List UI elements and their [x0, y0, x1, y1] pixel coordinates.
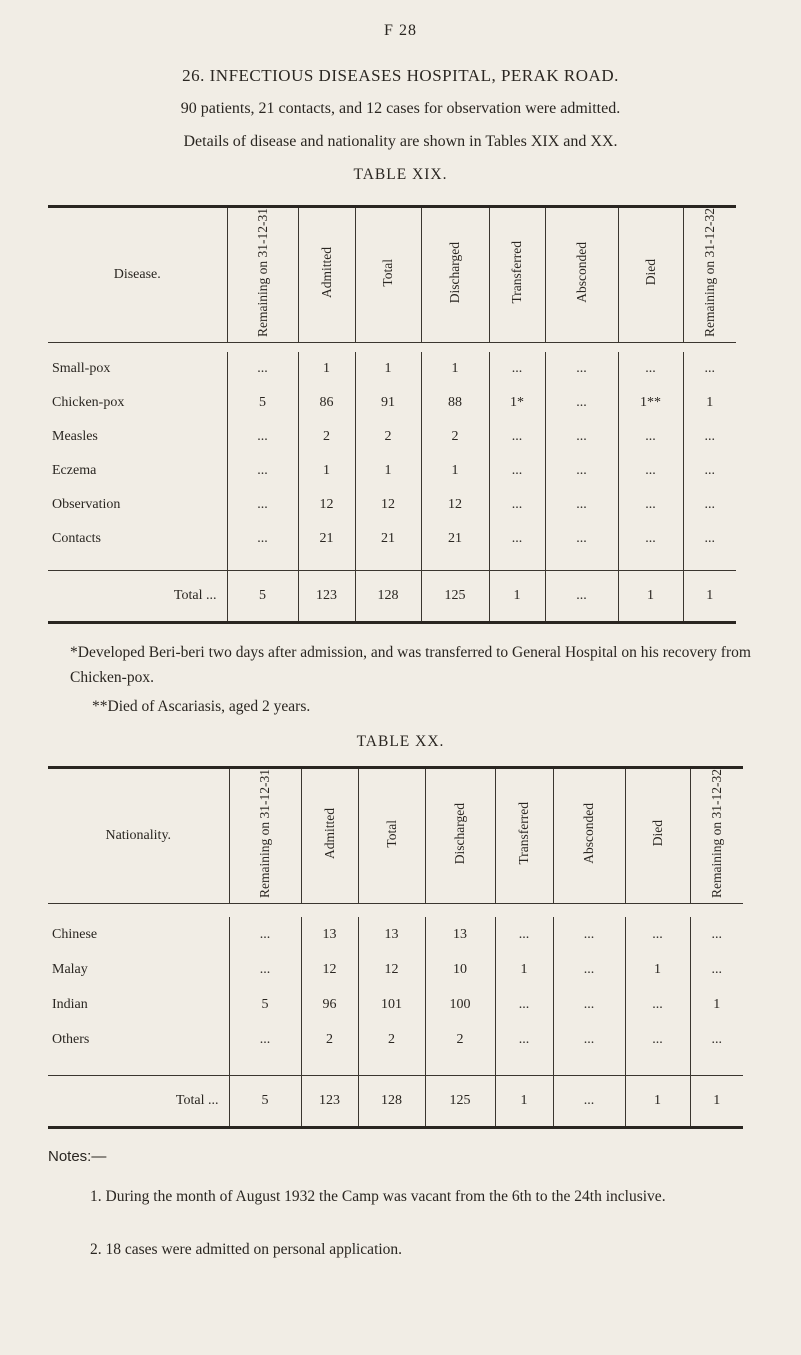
table19-caption: TABLE XIX. [353, 166, 448, 183]
table-cell: 86 [298, 386, 355, 420]
table-cell: ... [711, 961, 722, 977]
details-text: Details of disease and nationality are shown in Tables XIX and XX. [183, 133, 618, 150]
table-cell: ... [625, 1022, 690, 1057]
table-total-row [48, 1075, 743, 1127]
table-cell: 123 [301, 1075, 358, 1127]
table-cell: 1 [355, 454, 421, 488]
table-cell: ... [227, 420, 298, 454]
table-xix [48, 205, 736, 624]
table-cell: 12 [298, 488, 355, 522]
table-cell: 1 [421, 454, 489, 488]
table-cell: ... [618, 488, 683, 522]
table-cell: 1** [618, 386, 683, 420]
table-cell: 21 [421, 522, 489, 556]
table-cell: ... [545, 420, 618, 454]
table-row [48, 386, 736, 420]
table-cell: 96 [301, 987, 358, 1022]
table-cell: 5 [227, 386, 298, 420]
table-cell: ... [545, 386, 618, 420]
table-xx [48, 766, 743, 1129]
table19-header-transferred: Transferred [489, 207, 545, 343]
table-cell: ... [229, 952, 301, 987]
table-cell: Total ... [48, 1075, 229, 1127]
table-cell: 91 [355, 386, 421, 420]
table-cell: 1 [355, 352, 421, 386]
table-cell: Total ... [48, 570, 227, 622]
table-cell: ... [618, 352, 683, 386]
table-cell: 1 [421, 352, 489, 386]
table-cell: 12 [301, 952, 358, 987]
table-cell: ... [704, 497, 715, 513]
table-cell: 2 [301, 1022, 358, 1057]
table-cell: ... [618, 522, 683, 556]
table-cell: 1 [713, 996, 721, 1012]
table-cell: ... [495, 987, 553, 1022]
table-row [48, 420, 736, 454]
table20-header-admitted: Admitted [301, 768, 358, 904]
table-cell: ... [489, 420, 545, 454]
page-number: F 28 [384, 22, 417, 39]
table-cell: 2 [355, 420, 421, 454]
table20-header-total: Total [358, 768, 425, 904]
table-cell: 12 [421, 488, 489, 522]
table-cell: 12 [355, 488, 421, 522]
table-cell: 1 [298, 454, 355, 488]
table-cell: ... [495, 917, 553, 952]
table-cell: ... [489, 522, 545, 556]
table-row [48, 454, 736, 488]
table-cell: Small-pox [48, 352, 227, 386]
table-cell: ... [704, 361, 715, 377]
table-total-row [48, 570, 736, 622]
table-cell: ... [553, 1075, 625, 1127]
table-cell: ... [625, 917, 690, 952]
table-cell: ... [229, 917, 301, 952]
table-cell: ... [711, 1031, 722, 1047]
table-cell: ... [229, 1022, 301, 1057]
table-cell: 5 [227, 570, 298, 622]
table-row [48, 952, 743, 987]
table-cell: 13 [301, 917, 358, 952]
table-cell: 21 [355, 522, 421, 556]
table-cell: 2 [358, 1022, 425, 1057]
table-cell: 101 [358, 987, 425, 1022]
table-cell: 1 [713, 1092, 721, 1108]
table-cell: 123 [298, 570, 355, 622]
table-cell: ... [704, 429, 715, 445]
table20-header-died: Died [625, 768, 690, 904]
table19-header-total: Total [355, 207, 421, 343]
table-cell: 100 [425, 987, 495, 1022]
table19-header-absconded: Absconded [545, 207, 618, 343]
table-cell: Measles [48, 420, 227, 454]
table-cell: Contacts [48, 522, 227, 556]
table-cell: 1 [706, 395, 714, 411]
table-cell: ... [553, 987, 625, 1022]
table-cell: ... [625, 987, 690, 1022]
table-cell: 1 [489, 570, 545, 622]
table-cell: 128 [355, 570, 421, 622]
table-cell: ... [489, 488, 545, 522]
table19-header-remaining-start: Remaining on 31-12-31 [227, 207, 298, 343]
table-cell: ... [545, 454, 618, 488]
table-cell: 1 [618, 570, 683, 622]
note-item-1: 1. During the month of August 1932 the Camp was vacant from the 6th to the 24th inclusive. [90, 1188, 666, 1205]
table-cell: Indian [48, 987, 229, 1022]
table19-header-discharged: Discharged [421, 207, 489, 343]
notes-title: Notes:— [48, 1148, 107, 1165]
table19-header-remaining-end: Remaining on 31-12-32 [701, 208, 717, 337]
table-cell: ... [618, 454, 683, 488]
table-row [48, 522, 736, 556]
table-cell: 1* [489, 386, 545, 420]
table-cell: 13 [358, 917, 425, 952]
table-cell: 128 [358, 1075, 425, 1127]
table-row [48, 1022, 743, 1057]
table20-header-nationality: Nationality. [48, 768, 229, 904]
table20-header-transferred: Transferred [495, 768, 553, 904]
table-cell: ... [489, 454, 545, 488]
table-cell: 125 [425, 1075, 495, 1127]
table-cell: Chicken-pox [48, 386, 227, 420]
table-cell: ... [711, 926, 722, 942]
table19-header-admitted: Admitted [298, 207, 355, 343]
table-cell: ... [704, 463, 715, 479]
table19-header-disease: Disease. [48, 207, 227, 343]
table-cell: ... [545, 352, 618, 386]
intro-text: 90 patients, 21 contacts, and 12 cases for observation were admitted. [180, 100, 621, 117]
table-cell: ... [495, 1022, 553, 1057]
table-cell: ... [227, 454, 298, 488]
table-cell: 10 [425, 952, 495, 987]
table-cell: ... [545, 488, 618, 522]
table-row [48, 352, 736, 386]
table-row [48, 917, 743, 952]
table20-header-remaining-start: Remaining on 31-12-31 [229, 768, 301, 904]
table-cell: 1 [298, 352, 355, 386]
table-cell: ... [618, 420, 683, 454]
table-cell: 21 [298, 522, 355, 556]
table-row [48, 488, 736, 522]
footnote-ascariasis: **Died of Ascariasis, aged 2 years. [92, 698, 311, 715]
table-cell: 2 [425, 1022, 495, 1057]
section-heading: 26. INFECTIOUS DISEASES HOSPITAL, PERAK ROAD. [182, 66, 619, 85]
table-cell: ... [227, 488, 298, 522]
table-cell: ... [227, 352, 298, 386]
table-cell: 2 [298, 420, 355, 454]
table19-header-died: Died [618, 207, 683, 343]
table-cell: Observation [48, 488, 227, 522]
table-cell: 12 [358, 952, 425, 987]
table20-header-discharged: Discharged [425, 768, 495, 904]
note-item-2: 2. 18 cases were admitted on personal application. [90, 1241, 403, 1258]
table20-caption: TABLE XX. [356, 733, 445, 750]
table-cell: 1 [706, 587, 714, 603]
table-cell: ... [553, 1022, 625, 1057]
table-cell: ... [545, 570, 618, 622]
table-cell: Chinese [48, 917, 229, 952]
table-cell: 13 [425, 917, 495, 952]
table-cell: 1 [495, 1075, 553, 1127]
table-cell: 88 [421, 386, 489, 420]
table-cell: ... [489, 352, 545, 386]
table-cell: Malay [48, 952, 229, 987]
footnote-beriberi: *Developed Beri-beri two days after admission, and was transferred to General Hospital on his recovery from Chicken-pox. [70, 644, 751, 686]
table-row [48, 987, 743, 1022]
table-cell: ... [553, 917, 625, 952]
table-cell: ... [227, 522, 298, 556]
table-cell: ... [545, 522, 618, 556]
table-cell: 1 [625, 1075, 690, 1127]
table-cell: Eczema [48, 454, 227, 488]
table20-header-remaining-end: Remaining on 31-12-32 [708, 769, 724, 898]
table-cell: 5 [229, 987, 301, 1022]
table-cell: 5 [229, 1075, 301, 1127]
table-cell: Others [48, 1022, 229, 1057]
table-cell: 1 [495, 952, 553, 987]
table-cell: 125 [421, 570, 489, 622]
table-cell: 2 [421, 420, 489, 454]
table-cell: 1 [625, 952, 690, 987]
table20-header-absconded: Absconded [553, 768, 625, 904]
table-cell: ... [553, 952, 625, 987]
table-cell: ... [704, 531, 715, 547]
